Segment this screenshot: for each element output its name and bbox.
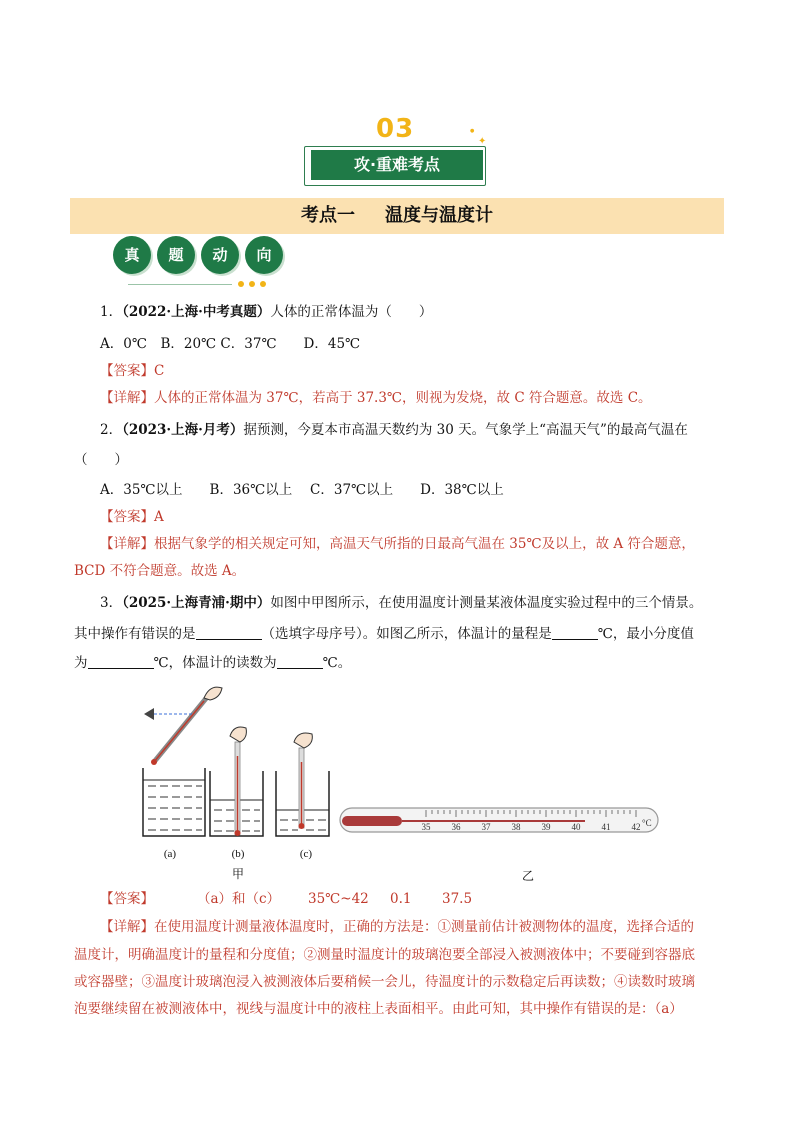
q2-text: 据预测，今夏本市高温天数约为 30 天。气象学上“高温天气”的最高气温在 (243, 422, 688, 438)
q1-options: A．0℃ B．20℃ C．37℃ D．45℃ (100, 336, 361, 352)
blank-2[interactable] (552, 625, 598, 640)
q3-answer (100, 889, 154, 909)
sparkle-dot-icon: ● (470, 128, 475, 134)
label-jia: 甲 (231, 867, 245, 881)
blank-1[interactable] (196, 625, 262, 640)
q3-detail (100, 917, 694, 937)
q3-line3-c: ℃。 (322, 655, 352, 671)
q2-detail (100, 534, 695, 554)
q1-answer-value: C (154, 363, 165, 379)
tag-circle-3: 动 (201, 236, 239, 274)
dot-2 (249, 281, 255, 287)
chapter-number: 03 (376, 114, 415, 144)
q3-answer-1: （a）和（c） (197, 891, 281, 907)
q3-answer-4: 37.5 (442, 891, 473, 907)
q3-answer-3: 0.1 (390, 891, 412, 907)
q3-detail-line-1: 在使用温度计测量液体温度时，正确的方法是：①测量前估计被测物体的温度，选择合适的 (154, 919, 694, 935)
label-c: (c) (299, 848, 313, 860)
q3-line2-a: 其中操作有错误的是 (74, 626, 196, 642)
q3-line3-a: 为 (74, 655, 88, 671)
label-yi: 乙 (521, 869, 535, 883)
q1-stem (100, 302, 432, 322)
q3-line3 (74, 653, 351, 673)
divider-line (128, 284, 232, 285)
answer-label: 【答案】 (100, 891, 154, 907)
detail-label: 【详解】 (100, 919, 154, 935)
label-a: (a) (163, 848, 177, 860)
q2-stem-cont: （ ） (74, 452, 128, 468)
beaker-c (276, 733, 329, 836)
tag-circle-2: 题 (157, 236, 195, 274)
chapter-banner (304, 146, 488, 188)
q1-source: （2022·上海·中考真题） (122, 304, 271, 320)
thermometer-tilted (144, 687, 222, 765)
tick-label: 35 (421, 822, 431, 832)
tick-label: 39 (541, 822, 551, 832)
q3-line2-c: ℃，最小分度值 (597, 626, 694, 642)
clinical-thermometer (340, 808, 658, 832)
tick-label: 42 (631, 822, 641, 832)
thermometer-figure (130, 676, 670, 886)
tick-label: 37 (481, 822, 491, 832)
dot-1 (238, 281, 244, 287)
tag-circle-4: 向 (245, 236, 283, 274)
q2-detail-text: 根据气象学的相关规定可知，高温天气所指的日最高气温在 35℃及以上，故 A 符合题意， (154, 536, 695, 552)
blank-3[interactable] (88, 654, 154, 669)
section-topic: 温度与温度计 (385, 205, 493, 226)
q3-detail-line-3: 或容器壁；③温度计玻璃泡浸入被测液体后要稍候一会儿，待温度计的示数稳定后再读数；④读数时玻璃 (74, 974, 695, 990)
q1-detail (100, 388, 652, 408)
q3-stem (100, 593, 702, 613)
q3-text: 如图中甲图所示，在使用温度计测量某液体温度实验过程中的三个情景。 (270, 595, 703, 611)
q3-line2 (74, 624, 694, 644)
q2-detail-cont: BCD 不符合题意。故选 A。 (74, 563, 246, 579)
answer-label: 【答案】 (100, 363, 154, 379)
tick-label: 40 (571, 822, 581, 832)
q1-number: 1． (100, 304, 123, 320)
beaker-a (143, 768, 205, 836)
section-title (70, 198, 724, 234)
q3-source: （2025·上海青浦·期中） (122, 595, 271, 611)
q2-stem (100, 420, 688, 440)
q3-answer-2: 35℃~42 (308, 891, 369, 907)
sparkle-icon: ✦ (478, 136, 487, 147)
detail-label: 【详解】 (100, 390, 154, 406)
q1-detail-text: 人体的正常体温为 37℃，若高于 37.3℃，则视为发烧，故 C 符合题意。故选 C。 (154, 390, 652, 406)
q2-answer (100, 507, 164, 527)
q1-answer (100, 361, 164, 381)
q3-number: 3． (100, 595, 123, 611)
q2-answer-value: A (154, 509, 164, 525)
q2-source: （2023·上海·月考） (122, 422, 244, 438)
section-label: 考点一 (301, 205, 355, 226)
q3-line2-b: （选填字母序号）。如图乙所示，体温计的量程是 (261, 626, 552, 642)
tag-circle-1: 真 (113, 236, 151, 274)
detail-label: 【详解】 (100, 536, 154, 552)
q3-line3-b: ℃，体温计的读数为 (153, 655, 277, 671)
unit-label: °C (642, 818, 652, 828)
blank-4[interactable] (277, 654, 323, 669)
dot-3 (260, 281, 266, 287)
q2-options: A．35℃以上 B．36℃以上 C．37℃以上 D．38℃以上 (100, 482, 504, 498)
q2-number: 2． (100, 422, 123, 438)
beaker-b (210, 727, 263, 836)
q3-detail-line-4: 泡要继续留在被测液体中，视线与温度计中的液柱上表面相平。由此可知，其中操作有错误的是：（a） (74, 1001, 683, 1017)
banner-label: 攻·重难考点 (311, 150, 483, 180)
label-b: (b) (231, 848, 245, 860)
tick-label: 41 (601, 822, 611, 832)
q1-text: 人体的正常体温为（ ） (270, 304, 433, 320)
tick-label: 36 (451, 822, 461, 832)
answer-label: 【答案】 (100, 509, 154, 525)
tick-label: 38 (511, 822, 521, 832)
q3-detail-line-2: 温度计，明确温度计的量程和分度值；②测量时温度计的玻璃泡要全部浸入被测液体中；不要碰到容器底 (74, 947, 695, 963)
